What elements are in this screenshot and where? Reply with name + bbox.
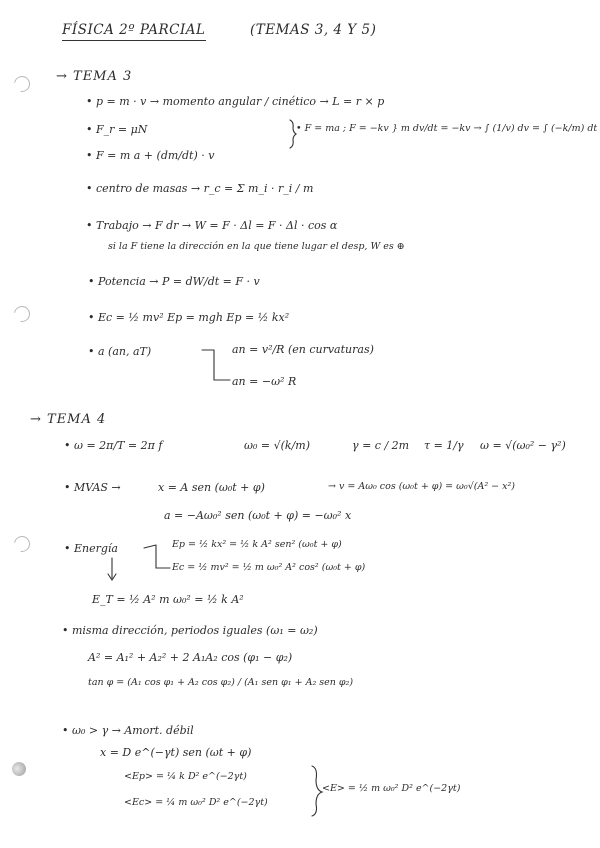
damping-condition: • ω₀ > γ → Amort. débil xyxy=(62,724,194,737)
damped-mean-energy: <E> = ½ m ω₀² D² e^(−2γt) xyxy=(322,783,461,794)
angular-frequency-line: • ω = 2π/T = 2π f xyxy=(64,439,163,452)
work-note: si la F tiene la dirección en la que tiene lugar el desp, W es ⊕ xyxy=(108,241,405,252)
same-direction-line: • misma dirección, periodos iguales (ω₁ = ω₂) xyxy=(62,624,318,637)
energy-total: E_T = ½ A² m ω₀² = ½ k A² xyxy=(92,593,244,606)
natural-frequency: ω₀ = √(k/m) xyxy=(244,439,310,452)
normal-acceleration-line: an = v²/R (en curvaturas) xyxy=(232,343,374,356)
energies-line: • Ec = ½ mv² Ep = mgh Ep = ½ kx² xyxy=(88,311,290,324)
mvas-position: x = A sen (ω₀t + φ) xyxy=(158,481,265,494)
bracket-stroke xyxy=(202,350,230,380)
power-line: • Potencia → P = dW/dt = F · v xyxy=(88,275,260,288)
mvas-velocity: → v = Aω₀ cos (ω₀t + φ) = ω₀√(A² − x²) xyxy=(328,481,516,492)
bracket-stroke xyxy=(144,545,170,568)
brace-stroke xyxy=(290,120,296,148)
phase-tangent: tan φ = (A₁ cos φ₁ + A₂ cos φ₂) / (A₁ sen φ₁ + A₂ sen φ₂) xyxy=(88,677,354,688)
center-of-mass-line: • centro de masas → r_c = Σ m_i · r_i / m xyxy=(86,182,314,195)
amplitude-sum: A² = A₁² + A₂² + 2 A₁A₂ cos (φ₁ − φ₂) xyxy=(88,651,293,664)
damped-position: x = D e^(−γt) sen (ωt + φ) xyxy=(100,746,252,759)
damping-gamma: γ = c / 2m xyxy=(352,439,410,452)
section-heading-tema3: → TEMA 3 xyxy=(56,69,133,84)
mvas-label: • MVAS → xyxy=(64,481,121,494)
work-line: • Trabajo → F dr → W = F · Δl = F · Δl · cos α xyxy=(86,219,338,232)
normal-acceleration-omega-line: an = −ω² R xyxy=(232,375,297,388)
energy-potential: Ep = ½ kx² = ½ k A² sen² (ω₀t + φ) xyxy=(172,539,342,550)
page-subtitle: (TEMAS 3, 4 Y 5) xyxy=(250,22,377,38)
energy-kinetic: Ec = ½ mv² = ½ m ω₀² A² cos² (ω₀t + φ) xyxy=(172,562,366,573)
brace-stroke xyxy=(312,766,322,816)
momentum-line: • p = m · v → momento angular / cinético → L = r × p xyxy=(86,95,385,108)
damped-potential-energy: <Ep> = ¼ k D² e^(−2γt) xyxy=(124,771,247,782)
acceleration-components: • a (an, aT) xyxy=(88,345,152,358)
damped-frequency: ω = √(ω₀² − γ²) xyxy=(480,439,566,452)
damped-kinetic-energy: <Ec> = ¼ m ω₀² D² e^(−2γt) xyxy=(124,797,268,808)
newton-system-line: • F = ma ; F = −kv } m dv/dt = −kv → ∫ (1/v) dv = ∫ (−k/m) dt xyxy=(296,123,598,134)
section-heading-tema4: → TEMA 4 xyxy=(30,412,107,427)
time-constant: τ = 1/γ xyxy=(424,439,464,452)
mvas-acceleration: a = −Aω₀² sen (ω₀t + φ) = −ω₀² x xyxy=(164,509,352,522)
page-title: FÍSICA 2º PARCIAL xyxy=(62,24,206,41)
energy-label: • Energía xyxy=(64,542,118,555)
friction-line: • F_r = μN xyxy=(86,123,148,136)
variable-mass-force-line: • F = m a + (dm/dt) · v xyxy=(86,149,215,162)
arrow-stroke xyxy=(108,558,116,580)
